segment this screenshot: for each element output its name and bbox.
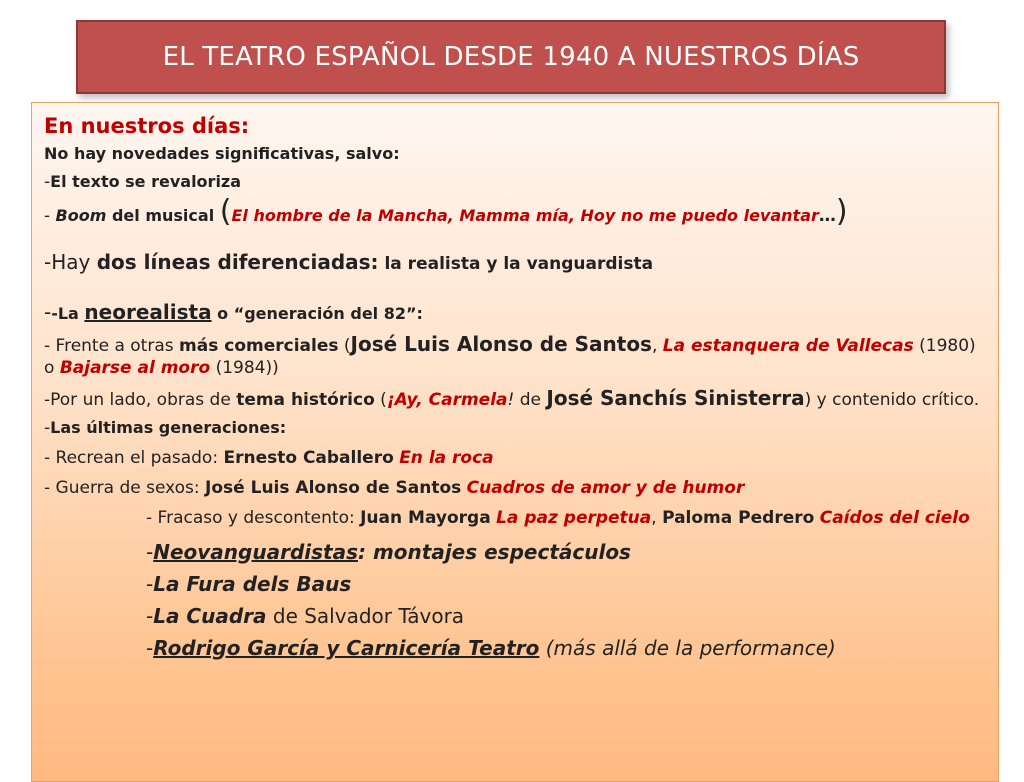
musical-text: del musical	[106, 206, 220, 225]
montajes-text: : montajes espectáculos	[357, 540, 631, 564]
author-alonso: José Luis Alonso de Santos	[350, 332, 652, 356]
line-sexos	[44, 477, 986, 499]
author-mayorga: Juan Mayorga	[360, 508, 491, 528]
neovanguardistas: Neovanguardistas	[153, 540, 358, 564]
exclamation: !	[507, 390, 515, 410]
author-pedrero: Paloma Pedrero	[662, 508, 815, 528]
de-text: de	[514, 390, 547, 410]
work-roca: En la roca	[399, 448, 494, 468]
content-panel	[31, 102, 999, 782]
group-rodrigo: Rodrigo García y Carnicería Teatro	[153, 636, 540, 660]
slide-title: EL TEATRO ESPAÑOL DESDE 1940 A NUESTROS DÍAS	[162, 42, 860, 72]
line-ultimas	[44, 417, 986, 439]
work-bajarse: Bajarse al moro	[59, 358, 211, 378]
boom-word: Boom	[55, 206, 107, 225]
por-un-lado: -Por un lado, obras de	[44, 390, 237, 410]
comma: ,	[651, 336, 663, 356]
mas-comerciales: más comerciales	[179, 336, 339, 356]
musical-titles: El hombre de la Mancha, Mamma mía, Hoy no me puedo levantar	[231, 206, 819, 225]
texto-revaloriza: El texto se revaloriza	[50, 172, 242, 191]
dos-lineas: dos líneas diferenciadas:	[96, 250, 379, 274]
author-sanchis: José Sanchís Sinisterra	[546, 386, 805, 410]
dash: -	[146, 572, 154, 596]
line-fracaso	[44, 507, 986, 529]
hay-text: -Hay	[44, 250, 97, 274]
line-musical	[44, 194, 986, 229]
fracaso-text: - Fracaso y descontento:	[146, 508, 361, 528]
section-heading: En nuestros días:	[44, 114, 250, 138]
line-comerciales	[44, 333, 986, 379]
work-cuadros: Cuadros de amor y de humor	[466, 478, 745, 498]
work-estanquera: La estanquera de Vallecas	[662, 336, 914, 356]
dash: -	[146, 604, 154, 628]
dash: -	[146, 636, 154, 660]
paren: (	[374, 390, 387, 410]
line-fura	[44, 571, 986, 597]
contenido-critico: ) y contenido crítico.	[804, 390, 980, 410]
ultimas-generaciones: Las últimas generaciones:	[50, 418, 287, 437]
dash: -	[44, 300, 52, 324]
line-cuadra	[44, 603, 986, 629]
author-caballero: Ernesto Caballero	[223, 448, 394, 468]
line-dos-lineas	[44, 251, 986, 275]
close-paren: )	[835, 194, 848, 229]
intro-line	[44, 143, 986, 165]
guerra-text: - Guerra de sexos:	[44, 478, 206, 498]
recrean-text: - Recrean el pasado:	[44, 448, 224, 468]
author-alonso-2: José Luis Alonso de Santos	[205, 478, 462, 498]
dash: -	[44, 206, 56, 226]
line-neovanguard	[44, 539, 986, 565]
dash: -	[44, 418, 51, 438]
generacion-82: o “generación del 82”:	[211, 304, 423, 323]
dash: -	[146, 540, 154, 564]
paren: (	[338, 336, 351, 356]
tavora-text: de Salvador Távora	[266, 604, 465, 628]
group-cuadra: La Cuadra	[153, 604, 267, 628]
realista-vanguardista: la realista y la vanguardista	[378, 254, 654, 274]
line-historico	[44, 387, 986, 411]
year-1980: (1980) o	[44, 336, 976, 378]
line-pasado	[44, 447, 986, 469]
dash: -	[44, 172, 51, 192]
work-paz: La paz perpetua	[496, 508, 652, 528]
title-banner	[76, 20, 946, 94]
work-carmela: ¡Ay, Carmela	[386, 390, 508, 410]
neorealista-word: neorealista	[84, 300, 212, 324]
line-rodrigo	[44, 635, 986, 661]
comma: ,	[651, 508, 663, 528]
year-1984: (1984))	[210, 358, 279, 378]
open-paren: (	[219, 194, 232, 229]
performance-text: (más allá de la performance)	[539, 636, 836, 660]
ellipsis: …	[818, 206, 836, 226]
line-texto	[44, 171, 986, 193]
tema-historico: tema histórico	[236, 390, 375, 410]
work-caidos: Caídos del cielo	[819, 508, 970, 528]
la-text: -La	[51, 304, 85, 323]
group-fura: La Fura dels Baus	[153, 572, 352, 596]
intro-text: No hay novedades significativas, salvo:	[44, 144, 400, 163]
frente-text: - Frente a otras	[44, 336, 180, 356]
line-neorealista	[44, 301, 986, 325]
